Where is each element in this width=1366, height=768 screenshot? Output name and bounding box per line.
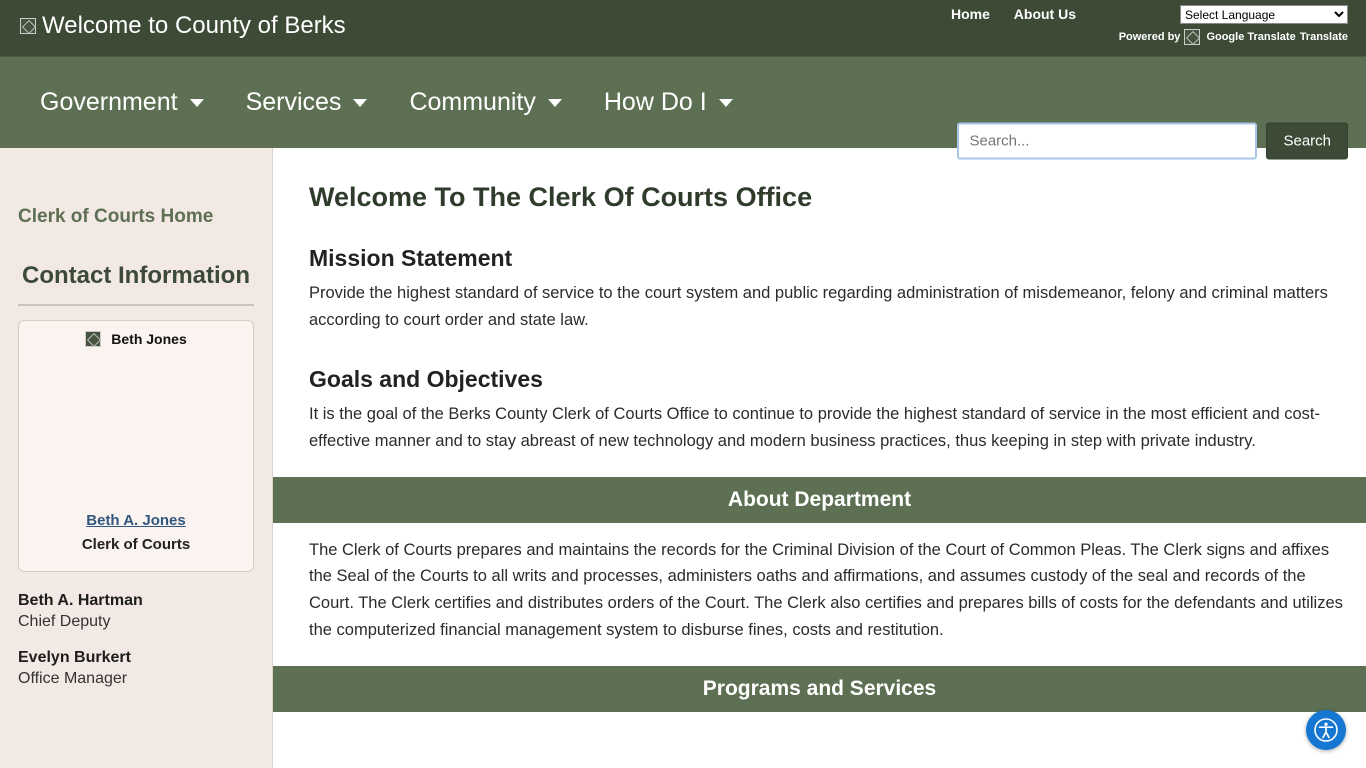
top-bar — [0, 0, 1366, 56]
accessibility-button[interactable] — [1306, 710, 1346, 750]
powered-by-google-translate — [1119, 29, 1348, 45]
main-content — [273, 148, 1366, 768]
nav-item-government-label: Government — [40, 88, 178, 116]
band-header-programs-and-services: Programs and Services — [273, 666, 1366, 712]
language-select[interactable] — [1180, 5, 1348, 24]
chevron-down-icon — [548, 99, 562, 107]
staff-title: Office Manager — [18, 669, 128, 687]
sidebar-contact-heading: Contact Information — [18, 262, 254, 306]
contact-card — [18, 320, 254, 572]
main-content-inner — [273, 182, 1366, 455]
page-title: Welcome To The Clerk Of Courts Office — [309, 182, 813, 212]
top-link-home[interactable]: Home — [950, 6, 990, 22]
google-translate-label: Translate — [1299, 31, 1348, 43]
band-header-about-department: About Department — [273, 477, 1366, 523]
nav-item-how-do-i-label: How Do I — [603, 88, 707, 116]
section-text-goals-and-objectives: It is the goal of the Berks County Clerk of Courts Office to continue to provide the highest standard of service in the most efficient and cost-effective manner and to stay abreast of new technology and modern business practices, thus keeping in step with private industry. — [309, 404, 1321, 450]
broken-image-icon — [85, 331, 101, 347]
powered-by-label: Powered by — [1118, 31, 1181, 43]
chevron-down-icon — [190, 99, 204, 107]
band-text-about-department: The Clerk of Courts prepares and maintains the records for the Criminal Division of the Court of Common Pleas. The Clerk signs and affixes the Seal of the Courts to all writs and processes, administers oaths and affirmations, and assumes custody of the seal and records of the Court. The Clerk certifies and distributes orders of the Court. The Clerk also certifies and prepares bills of costs for the defendants and utilizes the computerized financial management system to disburse fines, costs and restitution. — [309, 540, 1343, 640]
search-button[interactable]: Search — [1266, 123, 1348, 160]
staff-list — [18, 592, 254, 688]
staff-title: Chief Deputy — [18, 612, 111, 630]
sidebar — [0, 148, 273, 768]
top-utility-links — [931, 6, 1076, 22]
top-link-about-us[interactable]: About Us — [1013, 6, 1076, 22]
google-translate-link[interactable] — [1184, 29, 1348, 45]
section-heading-mission-statement: Mission Statement — [309, 245, 513, 271]
section-text-mission-statement: Provide the highest standard of service to the court system and public regarding administration of misdemeanor, felony and criminal matters according to court order and state law. — [309, 284, 1328, 329]
nav-item-government[interactable] — [40, 88, 204, 117]
nav-item-services-label: Services — [245, 88, 342, 116]
site-logo[interactable] — [20, 12, 346, 40]
accessibility-icon — [1314, 718, 1338, 742]
site-logo-alt-text: Welcome to County of Berks — [42, 12, 346, 39]
google-translate-broken-image-icon — [1184, 29, 1200, 45]
contact-name-link[interactable]: Beth A. Jones — [86, 511, 186, 529]
nav-item-community[interactable] — [409, 88, 561, 117]
section-heading-goals-and-objectives: Goals and Objectives — [309, 365, 543, 392]
nav-item-services[interactable] — [246, 88, 368, 117]
main-navigation-bar — [0, 56, 1366, 148]
sidebar-item-clerk-of-courts-home[interactable]: Clerk of Courts Home — [18, 206, 214, 227]
google-translate-alt-text: Google Translate — [1206, 31, 1296, 43]
staff-name: Beth A. Hartman — [18, 591, 143, 609]
contact-photo-placeholder — [27, 331, 245, 347]
contact-role: Clerk of Courts — [81, 535, 191, 553]
chevron-down-icon — [719, 99, 733, 107]
nav-item-community-label: Community — [409, 88, 536, 116]
nav-item-how-do-i[interactable] — [604, 88, 733, 117]
band-body-about-department — [273, 523, 1366, 645]
page-body — [0, 148, 1366, 768]
contact-photo-alt-text: Beth Jones — [111, 330, 187, 347]
chevron-down-icon — [353, 99, 367, 107]
broken-image-icon — [20, 18, 36, 34]
staff-name: Evelyn Burkert — [18, 648, 131, 666]
